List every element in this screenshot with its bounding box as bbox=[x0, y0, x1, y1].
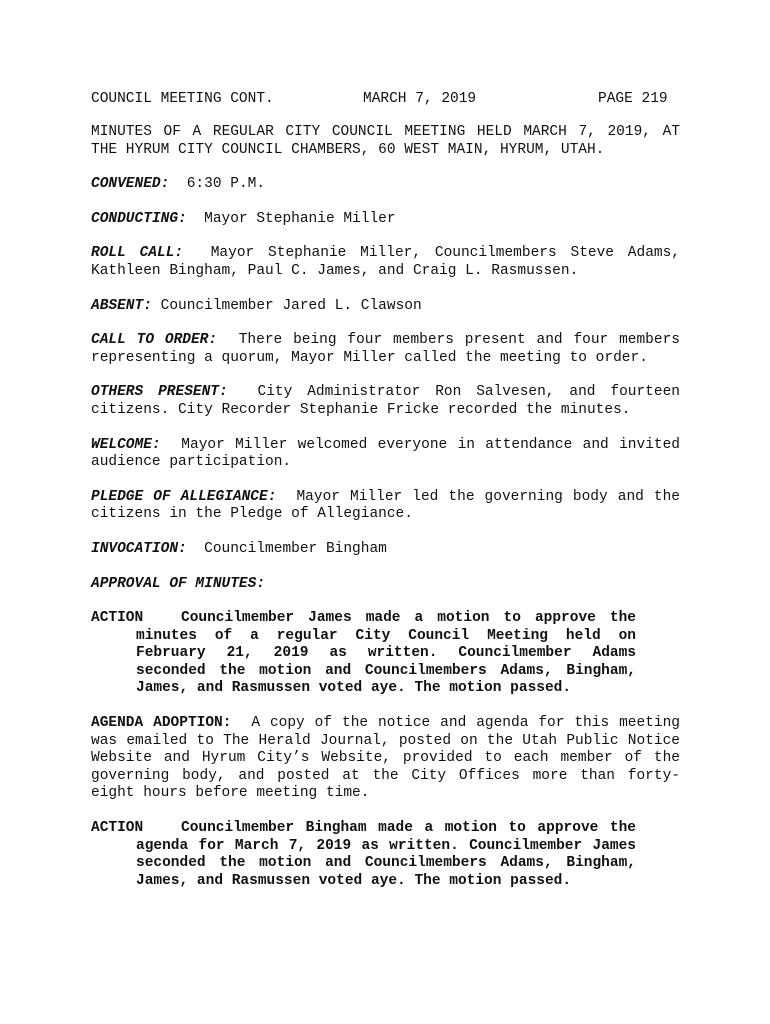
conducting-text: Mayor Stephanie Miller bbox=[204, 210, 396, 227]
pledge-label: PLEDGE OF ALLEGIANCE: bbox=[91, 488, 277, 505]
approval-of-minutes-section bbox=[91, 576, 680, 594]
action-approve-agenda bbox=[91, 820, 636, 890]
welcome-section bbox=[91, 437, 680, 472]
header-date: MARCH 7, 2019 bbox=[363, 91, 477, 107]
agenda-adoption-section bbox=[91, 715, 680, 803]
agenda-adoption-text: A copy of the notice and agenda for this meeting was emailed to The Herald Journal, posted on the Utah Public Notice Website and Hyrum City’s Website, provided to each member of the governing body, and posted at the City Offices more than forty-eight hours before meeting time. bbox=[91, 715, 680, 802]
convened-section bbox=[91, 176, 680, 194]
absent-section bbox=[91, 298, 680, 316]
invocation-label: INVOCATION: bbox=[91, 540, 187, 557]
agenda-adoption-label: AGENDA ADOPTION: bbox=[91, 715, 232, 732]
action-text: Councilmember Bingham made a motion to approve the agenda for March 7, 2019 as written. Councilmember James seconded the motion and Councilmembers Adams, Bingham, James, and Rasmussen voted aye. The motion passed. bbox=[136, 820, 636, 889]
roll-call-label: ROLL CALL: bbox=[91, 245, 184, 262]
action-keyword: ACTION bbox=[91, 610, 144, 627]
page-header bbox=[91, 91, 680, 109]
action-keyword: ACTION bbox=[91, 820, 144, 837]
conducting-label: CONDUCTING: bbox=[91, 210, 187, 227]
convened-text: 6:30 P.M. bbox=[186, 176, 266, 193]
roll-call-text: Mayor Stephanie Miller, Councilmembers Steve Adams, Kathleen Bingham, Paul C. James, and Craig L. Rasmussen. bbox=[91, 245, 681, 279]
header-title: COUNCIL MEETING CONT. bbox=[91, 91, 274, 107]
absent-label: ABSENT: bbox=[91, 297, 152, 314]
action-text: Councilmember James made a motion to approve the minutes of a regular City Council Meeting held on February 21, 2019 as written. Councilmember Adams seconded the motion and Councilmembers Adams, Bingham, James, and Rasmussen voted aye. The motion passed. bbox=[136, 610, 636, 697]
welcome-text: Mayor Miller welcomed everyone in attendance and invited audience participation. bbox=[91, 436, 680, 471]
welcome-label: WELCOME: bbox=[91, 436, 161, 453]
pledge-section bbox=[91, 489, 680, 524]
invocation-text: Councilmember Bingham bbox=[204, 540, 387, 557]
action-approve-minutes bbox=[91, 610, 636, 698]
call-to-order-section bbox=[91, 332, 680, 367]
roll-call-section bbox=[91, 245, 680, 280]
call-to-order-label: CALL TO ORDER: bbox=[91, 332, 218, 349]
others-present-label: OTHERS PRESENT: bbox=[91, 384, 228, 401]
absent-text: Councilmember Jared L. Clawson bbox=[160, 297, 422, 314]
pledge-text: Mayor Miller led the governing body and the citizens in the Pledge of Allegiance. bbox=[91, 488, 680, 523]
others-present-text: City Administrator Ron Salvesen, and fourteen citizens. City Recorder Stephanie Fricke recorded the minutes. bbox=[91, 384, 680, 418]
others-present-section bbox=[91, 384, 680, 419]
invocation-section bbox=[91, 541, 680, 559]
conducting-section bbox=[91, 211, 680, 229]
call-to-order-text: There being four members present and four members representing a quorum, Mayor Miller called the meeting to order. bbox=[91, 332, 680, 366]
approval-of-minutes-label: APPROVAL OF MINUTES: bbox=[91, 575, 266, 592]
intro-paragraph: MINUTES OF A REGULAR CITY COUNCIL MEETING HELD MARCH 7, 2019, AT THE HYRUM CITY COUNCIL CHAMBERS, 60 WEST MAIN, HYRUM, UTAH. bbox=[91, 124, 680, 158]
convened-label: CONVENED: bbox=[91, 176, 170, 193]
header-page-number: PAGE 219 bbox=[598, 91, 668, 107]
